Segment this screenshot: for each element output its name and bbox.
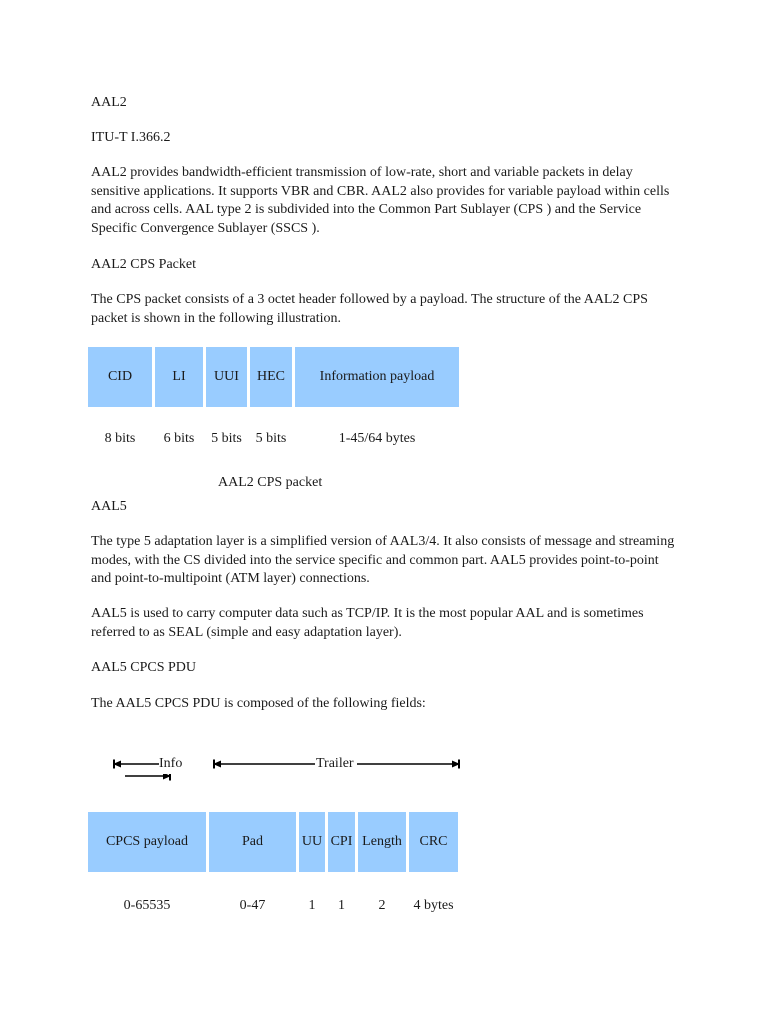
cps-size-uui: 5 bits [211, 431, 242, 446]
cpcs-field-length: Length [358, 812, 406, 872]
cps-field-payload: Information payload [295, 347, 459, 407]
aal5-description: The type 5 adaptation layer is a simplified version of AAL3/4. It also consists of message and streaming modes, with the CS divided into the service specific and common part. AAL5 provides point-to-point and point-to-multipoint (ATM layer) connections. [91, 534, 675, 586]
cpcs-size-length: 2 [378, 898, 386, 913]
cpcs-field-payload: CPCS payload [88, 812, 206, 872]
cps-size-payload: 1-45/64 bytes [338, 431, 416, 446]
trailer-label: Trailer [316, 755, 354, 774]
cpcs-description: The AAL5 CPCS PDU is composed of the following fields: [91, 696, 426, 711]
cps-field-uui: UUI [206, 347, 247, 407]
cpcs-field-uu: UU [299, 812, 325, 872]
cps-description: The CPS packet consists of a 3 octet header followed by a payload. The structure of the AAL2 CPS packet is shown in the following illustration. [91, 292, 648, 326]
cps-field-cid: CID [88, 347, 152, 407]
cpcs-field-cpi: CPI [328, 812, 355, 872]
cpcs-size-uu: 1 [308, 898, 316, 913]
cpcs-size-payload: 0-65535 [123, 898, 171, 913]
cpcs-size-pad: 0-47 [239, 898, 266, 913]
cpcs-pdu-fields [88, 812, 458, 872]
cpcs-size-crc: 4 bytes [413, 898, 454, 913]
heading-cpcs-pdu: AAL5 CPCS PDU [91, 660, 197, 675]
cps-table-caption: AAL2 CPS packet [218, 475, 323, 490]
cpcs-field-pad: Pad [209, 812, 296, 872]
aal5-usage: AAL5 is used to carry computer data such as TCP/IP. It is the most popular AAL and is sometimes referred to as SEAL (simple and easy adaptation layer). [91, 606, 644, 640]
cps-field-hec: HEC [250, 347, 292, 407]
heading-itu: ITU-T I.366.2 [91, 130, 171, 145]
info-label: Info [159, 755, 182, 774]
cps-size-li: 6 bits [163, 431, 195, 446]
cps-packet-fields [88, 347, 459, 407]
cpcs-size-cpi: 1 [338, 898, 345, 913]
cps-size-cid: 8 bits [104, 431, 136, 446]
aal2-description: AAL2 provides bandwidth-efficient transmission of low-rate, short and variable packets in delay sensitive applications. It supports VBR and CBR. AAL2 also provides for variable payload within cells and across cells. AAL type 2 is subdivided into the Common Part Sublayer (CPS ) and the Service Specific Convergence Sublayer (SSCS ). [91, 165, 670, 236]
heading-aal5: AAL5 [91, 499, 127, 514]
heading-cps-packet: AAL2 CPS Packet [91, 257, 196, 272]
cps-size-hec: 5 bits [255, 431, 287, 446]
cps-field-li: LI [155, 347, 203, 407]
cpcs-field-crc: CRC [409, 812, 458, 872]
heading-aal2: AAL2 [91, 95, 127, 110]
